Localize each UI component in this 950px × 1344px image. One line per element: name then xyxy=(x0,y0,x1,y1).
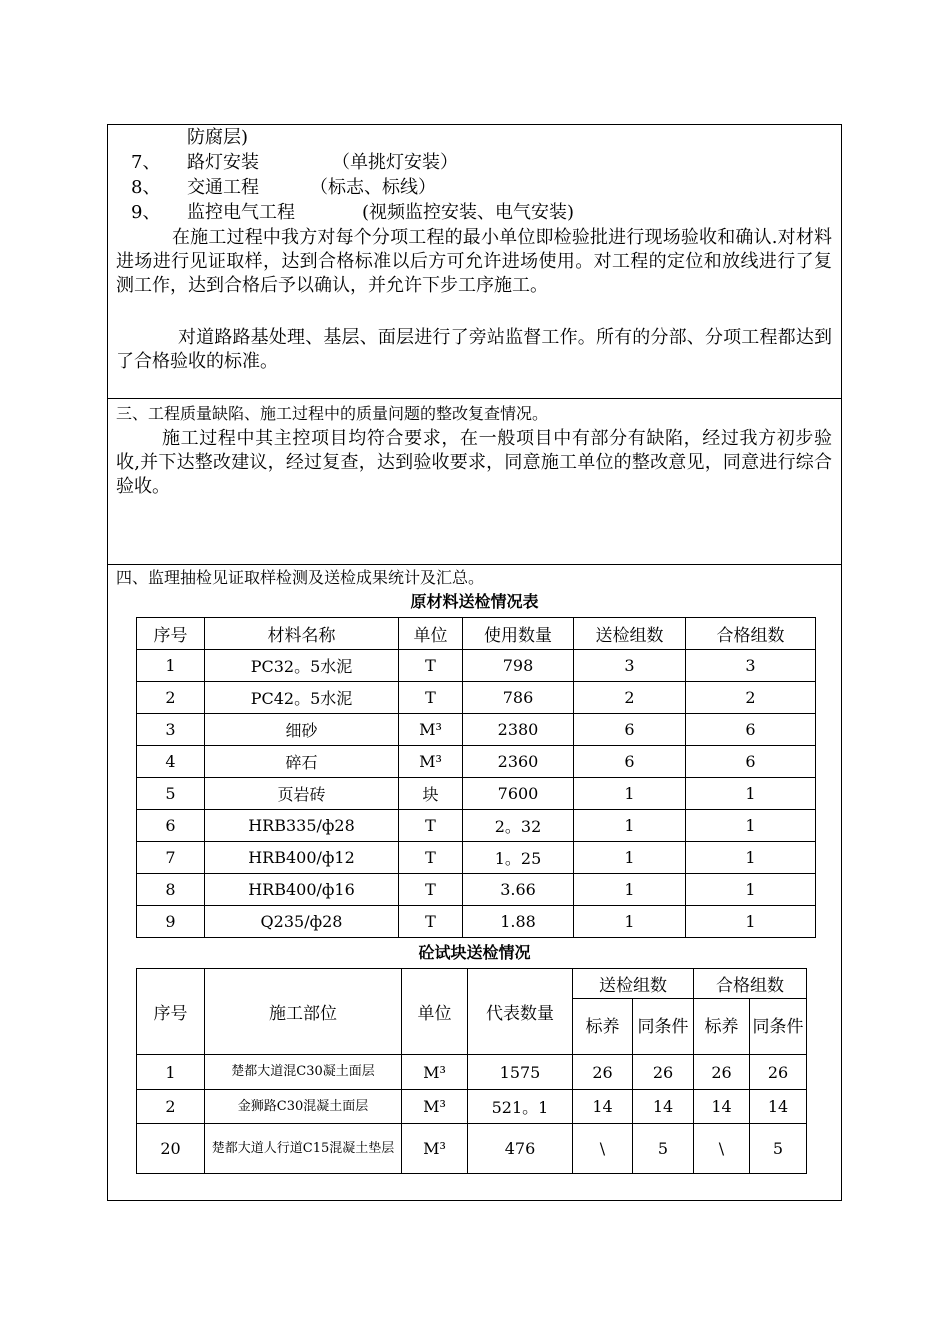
table-cell: 7 xyxy=(137,842,205,874)
table-cell: 金狮路C30混凝土面层 xyxy=(205,1090,402,1124)
table-cell: HRB400/ф12 xyxy=(205,842,399,874)
raw-material-table xyxy=(136,617,816,938)
section-divider xyxy=(107,564,842,565)
table-cell: 14 xyxy=(573,1090,633,1124)
list-item-detail: （单挑灯安装） xyxy=(332,152,458,173)
table-cell: 476 xyxy=(468,1124,573,1174)
table-cell: 2 xyxy=(137,1090,205,1124)
table-cell: 786 xyxy=(463,682,574,714)
header-cell: 施工部位 xyxy=(205,969,402,1055)
table-cell: 1 xyxy=(574,906,686,938)
table-cell: T xyxy=(399,842,463,874)
table-cell: 798 xyxy=(463,650,574,682)
table-cell: T xyxy=(399,650,463,682)
table-cell: 5 xyxy=(750,1124,807,1174)
paragraph: 对道路路基处理、基层、面层进行了旁站监督工作。所有的分部、分项工程都达到了合格验收的标准。 xyxy=(116,327,832,372)
section-divider xyxy=(107,398,842,399)
table-cell: 8 xyxy=(137,874,205,906)
table-cell: 1。25 xyxy=(463,842,574,874)
subheader-cell: 标养 xyxy=(694,999,750,1055)
section-heading: 三、工程质量缺陷、施工过程中的质量问题的整改复查情况。 xyxy=(116,404,549,423)
table-cell: 页岩砖 xyxy=(205,778,399,810)
table-cell: 6 xyxy=(574,746,686,778)
table-cell: 细砂 xyxy=(205,714,399,746)
paragraph: 施工过程中其主控项目均符合要求，在一般项目中有部分有缺陷，经过我方初步验收,并下达整改建议，经过复查，达到验收要求，同意施工单位的整改意见，同意进行综合验收。 xyxy=(116,428,832,497)
table-title: 砼试块送检情况 xyxy=(418,943,531,962)
list-item-num: 8、 xyxy=(131,177,161,198)
table-cell: 3.66 xyxy=(463,874,574,906)
table-cell: T xyxy=(399,874,463,906)
header-cell: 代表数量 xyxy=(468,969,573,1055)
table-cell: T xyxy=(399,906,463,938)
table-cell: 1 xyxy=(574,778,686,810)
table-cell: 26 xyxy=(573,1055,633,1090)
table-cell: 6 xyxy=(686,746,816,778)
table-cell: \ xyxy=(694,1124,750,1174)
table-cell: 6 xyxy=(574,714,686,746)
table-cell: 14 xyxy=(694,1090,750,1124)
table-cell: 26 xyxy=(694,1055,750,1090)
table-cell: PC42。5水泥 xyxy=(205,682,399,714)
table-row xyxy=(137,810,816,842)
table-cell: 1 xyxy=(686,906,816,938)
table-cell: 1.88 xyxy=(463,906,574,938)
table-cell: 2 xyxy=(137,682,205,714)
table-cell: 14 xyxy=(750,1090,807,1124)
table-cell: M³ xyxy=(402,1090,468,1124)
table-cell: 2。32 xyxy=(463,810,574,842)
table-cell: 1 xyxy=(574,842,686,874)
section-heading: 四、监理抽检见证取样检测及送检成果统计及汇总。 xyxy=(116,568,485,587)
table-cell: 1 xyxy=(137,650,205,682)
header-cell: 材料名称 xyxy=(205,618,399,650)
table-row xyxy=(137,650,816,682)
table-cell: 14 xyxy=(633,1090,694,1124)
subheader-cell: 标养 xyxy=(573,999,633,1055)
table-cell: 3 xyxy=(574,650,686,682)
list-item-name: 路灯安装 xyxy=(187,152,259,173)
table-cell: 1 xyxy=(686,810,816,842)
table-cell: 6 xyxy=(686,714,816,746)
table-cell: 1 xyxy=(574,810,686,842)
header-cell: 送检组数 xyxy=(574,618,686,650)
table-row xyxy=(137,1124,807,1174)
paragraph: 在施工过程中我方对每个分项工程的最小单位即检验批进行现场验收和确认.对材料进场进行见证取样，达到合格标准以后方可允许进场使用。对工程的定位和放线进行了复测工作，达到合格后予以确认，并允许下步工序施工。 xyxy=(116,227,832,296)
header-cell: 合格组数 xyxy=(686,618,816,650)
list-item-num: 7、 xyxy=(131,152,161,173)
header-cell: 序号 xyxy=(137,969,205,1055)
concrete-specimen-table xyxy=(136,968,807,1174)
table-cell: 2 xyxy=(686,682,816,714)
table-cell: 9 xyxy=(137,906,205,938)
table-row xyxy=(137,842,816,874)
table-cell: 1 xyxy=(686,778,816,810)
table-cell: M³ xyxy=(399,714,463,746)
subheader-cell: 同条件 xyxy=(750,999,807,1055)
table-cell: M³ xyxy=(402,1055,468,1090)
table-cell: 5 xyxy=(137,778,205,810)
table-cell: \ xyxy=(573,1124,633,1174)
table-cell: 1575 xyxy=(468,1055,573,1090)
table-cell: T xyxy=(399,682,463,714)
header-cell: 合格组数 xyxy=(694,969,807,999)
table-cell: HRB400/ф16 xyxy=(205,874,399,906)
table-cell: 1 xyxy=(137,1055,205,1090)
table-cell: 2380 xyxy=(463,714,574,746)
table-cell: 碎石 xyxy=(205,746,399,778)
table-cell: 1 xyxy=(686,842,816,874)
table-cell: PC32。5水泥 xyxy=(205,650,399,682)
header-cell: 送检组数 xyxy=(573,969,694,999)
list-item-num: 9、 xyxy=(131,202,161,223)
table-header-row xyxy=(137,618,816,650)
table-cell: 521。1 xyxy=(468,1090,573,1124)
list-continuation: 防腐层) xyxy=(187,127,249,148)
header-cell: 单位 xyxy=(402,969,468,1055)
table-cell: Q235/ф28 xyxy=(205,906,399,938)
table-row xyxy=(137,1090,807,1124)
table-cell: 6 xyxy=(137,810,205,842)
table-row xyxy=(137,778,816,810)
table-cell: T xyxy=(399,810,463,842)
table-cell: 1 xyxy=(574,874,686,906)
table-cell: 2360 xyxy=(463,746,574,778)
table-row xyxy=(137,746,816,778)
table-cell: HRB335/ф28 xyxy=(205,810,399,842)
table-cell: 楚都大道人行道C15混凝土垫层 xyxy=(205,1124,402,1174)
table-cell: 5 xyxy=(633,1124,694,1174)
list-item-name: 监控电气工程 xyxy=(187,202,295,223)
table-header-row xyxy=(137,969,807,999)
list-item-name: 交通工程 xyxy=(187,177,259,198)
table-cell: 20 xyxy=(137,1124,205,1174)
table-row xyxy=(137,714,816,746)
table-title: 原材料送检情况表 xyxy=(410,592,539,611)
table-cell: 楚都大道混C30凝土面层 xyxy=(205,1055,402,1090)
table-cell: 块 xyxy=(399,778,463,810)
table-cell: 3 xyxy=(137,714,205,746)
table-cell: M³ xyxy=(399,746,463,778)
table-row xyxy=(137,1055,807,1090)
header-cell: 使用数量 xyxy=(463,618,574,650)
list-item-detail: (视频监控安装、电气安装) xyxy=(362,202,575,223)
list-item-detail: （标志、标线） xyxy=(310,177,436,198)
table-row xyxy=(137,874,816,906)
header-cell: 序号 xyxy=(137,618,205,650)
table-cell: 7600 xyxy=(463,778,574,810)
header-cell: 单位 xyxy=(399,618,463,650)
table-cell: 4 xyxy=(137,746,205,778)
table-cell: 26 xyxy=(633,1055,694,1090)
table-cell: 1 xyxy=(686,874,816,906)
subheader-cell: 同条件 xyxy=(633,999,694,1055)
table-cell: M³ xyxy=(402,1124,468,1174)
table-cell: 2 xyxy=(574,682,686,714)
table-row xyxy=(137,906,816,938)
table-cell: 26 xyxy=(750,1055,807,1090)
table-row xyxy=(137,682,816,714)
table-cell: 3 xyxy=(686,650,816,682)
